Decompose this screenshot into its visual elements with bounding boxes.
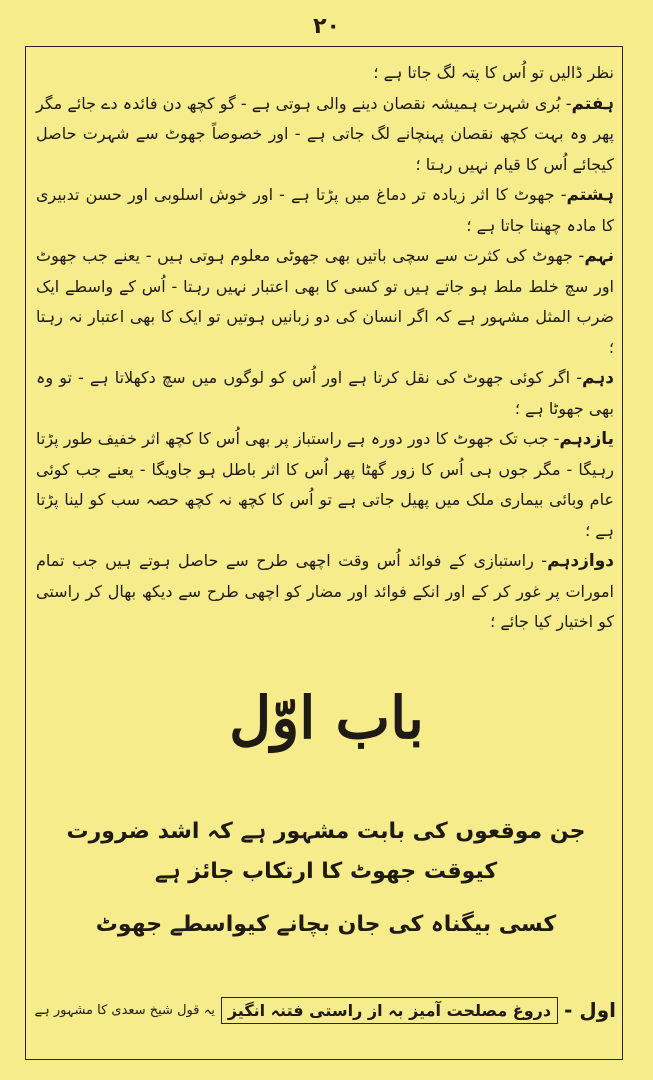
- chapter-title: باب اوّل: [229, 684, 424, 752]
- chapter-heading: جن موقعوں کی بابت مشہور ہے کہ اشد ضرورت کیوقت جھوٹ کا ارتکاب جائز ہے: [66, 819, 586, 884]
- paragraph: [36, 424, 614, 546]
- paragraph-heading: یازدہم: [559, 429, 614, 449]
- paragraph: [36, 241, 614, 363]
- paragraph-text: - بُری شہرت ہمیشہ نقصان دینے والی ہوتی ہے - گو کچھ دن فائدہ دے جائے مگر پھر وہ بہت کچھ نقصان پہنچانے لگ جاتی ہے - اور خصوصاً جھوٹ سے شہرت حاصل کیجائے اُس کا قیام نہیں رہتا ؛: [36, 93, 614, 174]
- paragraph-text: - اگر کوئی جھوٹ کی نقل کرتا ہے اور اُس کو لوگوں میں سچ دکھلاتا ہے - تو وہ بھی جھوٹا ہے ؛: [36, 368, 614, 418]
- paragraph: [36, 89, 614, 181]
- first-point-label: اول -: [564, 998, 616, 1022]
- paragraph: [36, 546, 614, 638]
- first-point-row: [36, 986, 616, 1034]
- paragraph-text: - جھوٹ کی کثرت سے سچی باتیں بھی جھوٹی معلوم ہوتی ہیں - یعنے جب جھوٹ اور سچ خلط ملط ہو جاتے ہیں تو کسی کا بھی اعتبار نہیں رہتا - اُس کے واسطے ایک ضرب المثل مشہور ہے کہ اگر انسان کی دو زبانیں ہوتیں تو ایک کا بھی اعتبار نہ رہتا ؛: [36, 246, 614, 357]
- paragraph-heading: دہم: [581, 368, 614, 388]
- chapter-subheading: کسی بیگناہ کی جان بچانے کیواسطے جھوٹ: [95, 912, 557, 937]
- body-text: [36, 58, 614, 638]
- page-number: ۲۰: [313, 14, 340, 39]
- paragraph-heading: دوازدہم: [547, 551, 614, 571]
- paragraph-heading: نہم: [584, 246, 614, 266]
- paragraph: [36, 180, 614, 241]
- paragraph-heading: ہشتم: [566, 185, 614, 205]
- saadi-quote-box: دروغ مصلحت آمیز بہ از راستی فتنہ انگیز: [221, 997, 558, 1024]
- paragraph-text: - جھوٹ کا اثر زیادہ تر دماغ میں پڑتا ہے - اور خوش اسلوبی اور حسن تدبیری کا مادہ چھنتا جاتا ہے ؛: [36, 185, 614, 235]
- paragraph-text: - جب تک جھوٹ کا دور دورہ ہے راستباز پر بھی اُس کا کچھ اثر خفیف طور پڑتا رہیگا - مگر جوں ہی اُس کا زور گھٹا پھر اُس کا اثر باطل ہو جاویگا - یعنے جب کوئی عام وبائی بیماری ملک میں پھیل جاتی ہے تو اُس کا کچھ نہ کچھ حصہ سب کو لینا پڑتا ہے ؛: [36, 429, 614, 540]
- paragraph-text: نظر ڈالیں تو اُس کا پتہ لگ جاتا ہے ؛: [373, 63, 614, 82]
- paragraph: [36, 363, 614, 424]
- paragraph: [36, 58, 614, 89]
- paragraph-heading: ہفتم: [571, 93, 614, 114]
- quote-attribution: یہ قول شیخ سعدی کا مشہور ہے: [34, 1002, 215, 1018]
- paragraph-text: - راستبازی کے فوائد اُس وقت اچھی طرح سے حاصل ہوتے ہیں جب تمام امورات پر غور کر کے اور انکے فوائد اور مضار کو اچھی طرح سے دیکھ بھال کر راستی کو اختیار کیا جائے ؛: [36, 551, 614, 631]
